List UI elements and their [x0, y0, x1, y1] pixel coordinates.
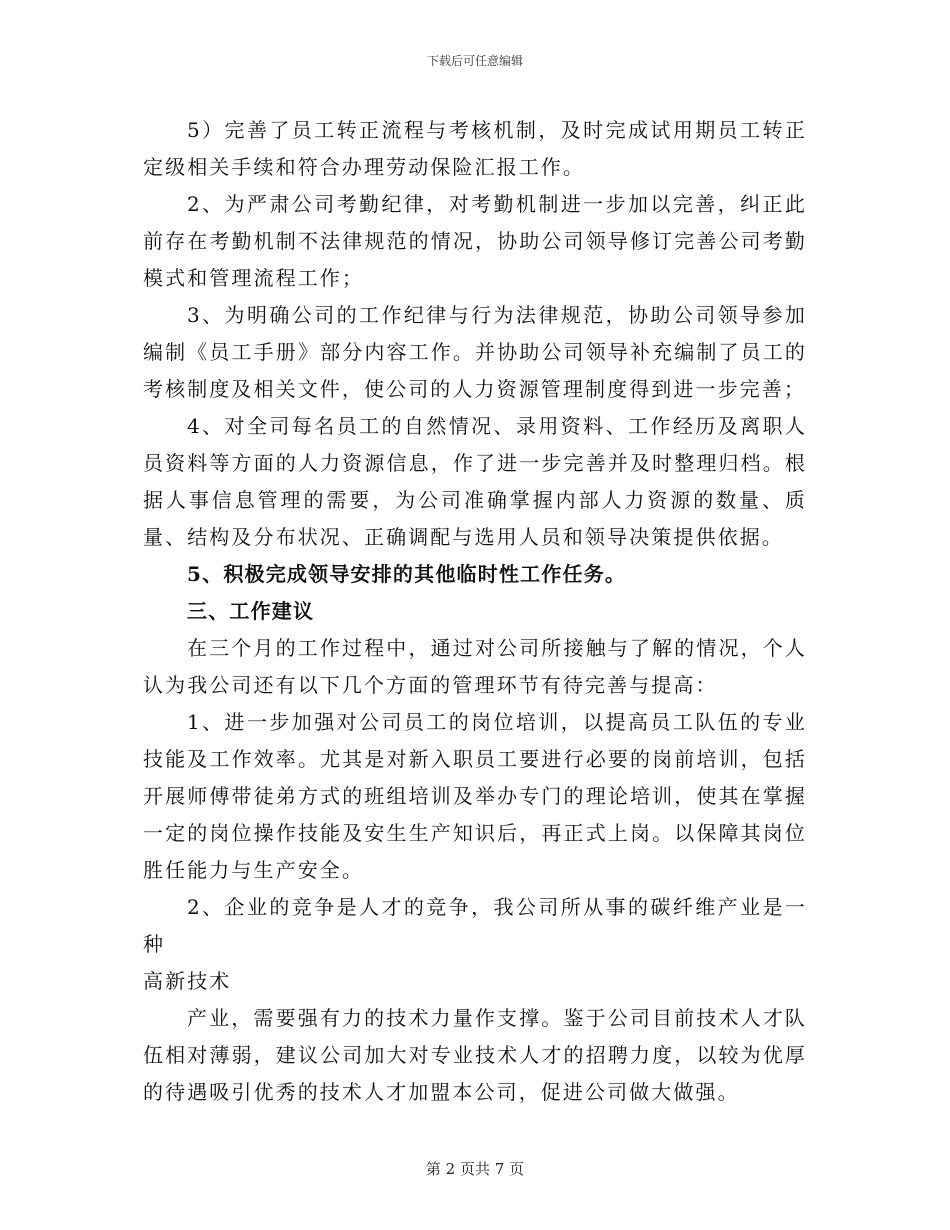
page-header: 下载后可任意编辑 [426, 54, 523, 68]
paragraph-intro-suggestions: 在三个月的工作过程中，通过对公司所接触与了解的情况，个人认为我公司还有以下几个方面的管理环节有待完善与提高： [143, 636, 807, 697]
paragraph-industry-support: 产业，需要强有力的技术力量作支撑。鉴于公司目前技术人才队伍相对薄弱，建议公司加大对专业技术人才的招聘力度，以较为优厚的待遇吸引优秀的技术人才加盟本公司，促进公司做大做强。 [143, 1006, 807, 1104]
paragraph-3-handbook: 3、为明确公司的工作纪律与行为法律规范，协助公司领导参加编制《员工手册》部分内容工作。并协助公司领导补充编制了员工的考核制度及相关文件，使公司的人力资源管理制度得到进一步完善； [143, 303, 807, 401]
paragraph-high-tech: 高新技术 [143, 969, 232, 993]
paragraph-2-talent: 2、企业的竞争是人才的竞争，我公司所从事的碳纤维产业是一种 [143, 895, 807, 956]
page-footer-page-number: 第 2 页共 7 页 [425, 1160, 525, 1178]
document-body [143, 112, 807, 1111]
paragraph-5-other-tasks: 5、积极完成领导安排的其他临时性工作任务。 [187, 562, 627, 586]
section-heading-work-suggestions: 三、工作建议 [187, 599, 315, 623]
paragraph-1-training: 1、进一步加强对公司员工的岗位培训，以提高员工队伍的专业技能及工作效率。尤其是对新入职员工要进行必要的岗前培训，包括开展师傅带徒弟方式的班组培训及举办专门的理论培训，使其在掌握一定的岗位操作技能及安生生产知识后，再正式上岗。以保障其岗位胜任能力与生产安全。 [143, 710, 807, 882]
paragraph-4-hr-records: 4、对全司每名员工的自然情况、录用资料、工作经历及离职人员资料等方面的人力资源信息，作了进一步完善并及时整理归档。根据人事信息管理的需要，为公司准确掌握内部人力资源的数量、质量、结构及分布状况、正确调配与选用人员和领导决策提供依据。 [143, 414, 807, 549]
paragraph-2-attendance: 2、为严肃公司考勤纪律，对考勤机制进一步加以完善，纠正此前存在考勤机制不法律规范的情况，协助公司领导修订完善公司考勤模式和管理流程工作； [143, 192, 807, 290]
paragraph-5-probation: 5）完善了员工转正流程与考核机制，及时完成试用期员工转正定级相关手续和符合办理劳动保险汇报工作。 [143, 118, 807, 179]
